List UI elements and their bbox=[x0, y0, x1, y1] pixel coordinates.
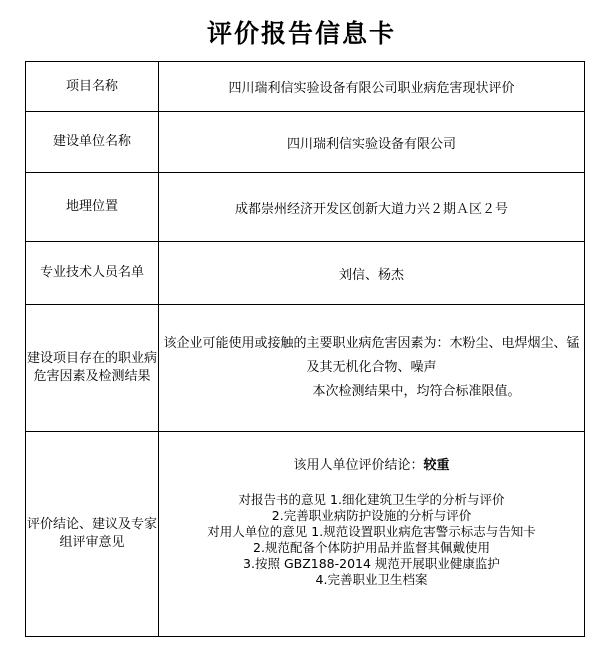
table-row bbox=[26, 112, 585, 173]
table-row bbox=[26, 242, 585, 305]
table-row bbox=[26, 305, 585, 432]
table-row bbox=[26, 432, 585, 637]
opinion-line: 2.完善职业病防护设施的分析与评价 bbox=[271, 508, 472, 523]
location-value: 成都崇州经济开发区创新大道力兴２期Ａ区２号 bbox=[159, 173, 585, 242]
opinion-line: 对报告书的意见 1.细化建筑卫生学的分析与评价 bbox=[238, 492, 505, 507]
row-label-location: 地理位置 bbox=[26, 173, 159, 242]
hazards-text: 该企业可能使用或接触的主要职业病危害因素为：木粉尘、电焊烟尘、锰及其无机化合物、噪声 bbox=[163, 336, 580, 375]
row-label-project-name: 项目名称 bbox=[26, 62, 159, 112]
row-label-staff: 专业技术人员名单 bbox=[26, 242, 159, 305]
page-title: 评价报告信息卡 bbox=[206, 19, 396, 48]
opinions-cell bbox=[159, 432, 585, 637]
detection-result-text: 本次检测结果中，均符合标准限值。 bbox=[312, 384, 521, 399]
row-label-hazards: 建设项目存在的职业病危害因素及检测结果 bbox=[26, 305, 159, 432]
opinion-line: 4.完善职业卫生档案 bbox=[315, 572, 428, 587]
conclusion-prefix: 该用人单位评价结论： bbox=[293, 458, 424, 473]
row-label-unit-name: 建设单位名称 bbox=[26, 112, 159, 173]
opinion-line: 对用人单位的意见 1.规范设置职业病危害警示标志与告知卡 bbox=[207, 524, 536, 539]
info-card-table bbox=[25, 61, 585, 637]
table-row bbox=[26, 173, 585, 242]
row-label-conclusion: 评价结论、建议及专家组评审意见 bbox=[26, 432, 159, 637]
project-name-value: 四川瑞利信实验设备有限公司职业病危害现状评价 bbox=[159, 62, 585, 112]
opinion-line: 3.按照 GBZ188-2014 规范开展职业健康监护 bbox=[243, 556, 500, 571]
hazards-cell bbox=[159, 305, 585, 432]
opinion-line: 2.规范配备个体防护用品并监督其佩戴使用 bbox=[253, 540, 490, 555]
table-row bbox=[26, 62, 585, 112]
staff-value: 刘信、杨杰 bbox=[159, 242, 585, 305]
unit-name-value: 四川瑞利信实验设备有限公司 bbox=[159, 112, 585, 173]
conclusion-value: 较重 bbox=[423, 458, 450, 473]
evaluation-conclusion bbox=[167, 458, 576, 474]
